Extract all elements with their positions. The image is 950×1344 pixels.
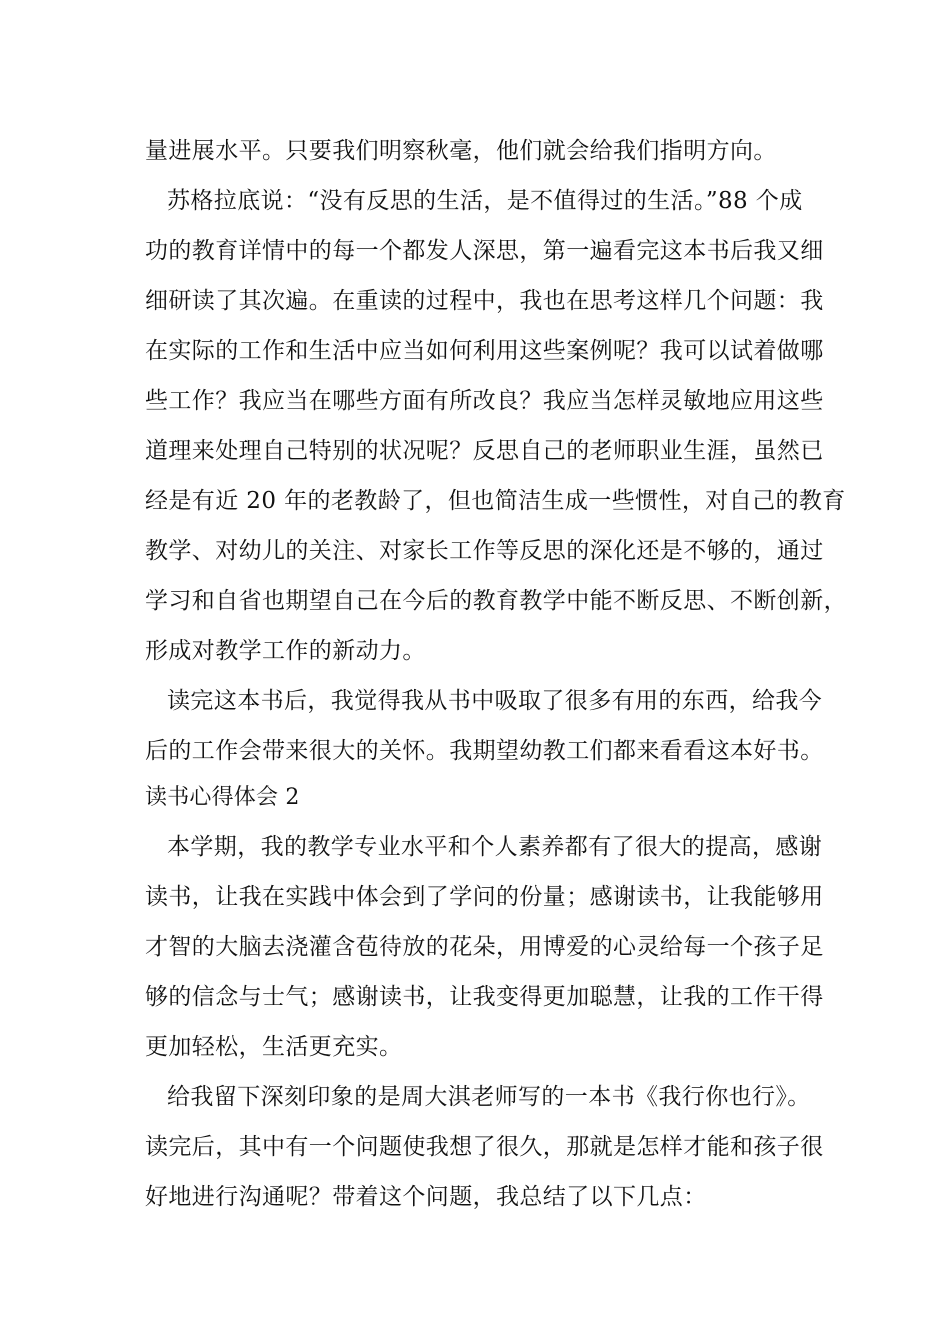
paragraph-line: 量进展水平。只要我们明察秋毫，他们就会给我们指明方向。: [145, 138, 777, 164]
paragraph-line: 才智的大脑去浇灌含苞待放的花朵，用博爱的心灵给每一个孩子足: [145, 934, 824, 960]
paragraph-line: 本学期，我的教学专业水平和个人素养都有了很大的提高，感谢: [167, 834, 823, 860]
paragraph-line: 形成对教学工作的新动力。: [145, 638, 426, 664]
paragraph-line: 更加轻松，生活更充实。: [145, 1034, 403, 1060]
paragraph-line: 经是有近 20 年的老教龄了，但也简洁生成一些惯性，对自己的教育: [145, 488, 846, 514]
paragraph-line: 读完后，其中有一个问题使我想了很久，那就是怎样才能和孩子很: [145, 1134, 824, 1160]
paragraph-line: 给我留下深刻印象的是周大淇老师写的一本书《我行你也行》。: [167, 1084, 811, 1110]
paragraph-line: 道理来处理自己特别的状况呢？反思自己的老师职业生涯，虽然已: [145, 438, 824, 464]
paragraph-line: 些工作？我应当在哪些方面有所改良？我应当怎样灵敏地应用这些: [145, 388, 824, 414]
paragraph-line: 教学、对幼儿的关注、对家长工作等反思的深化还是不够的，通过: [145, 538, 824, 564]
paragraph-line: 好地进行沟通呢？带着这个问题，我总结了以下几点：: [145, 1184, 707, 1210]
paragraph-line: 读书，让我在实践中体会到了学问的份量；感谢读书，让我能够用: [145, 884, 824, 910]
section-heading: 读书心得体会 2: [145, 785, 300, 810]
paragraph-line: 苏格拉底说：“没有反思的生活，是不值得过的生活。”88 个成: [167, 188, 803, 214]
paragraph-line: 读完这本书后，我觉得我从书中吸取了很多有用的东西，给我今: [167, 688, 823, 714]
paragraph-line: 够的信念与士气；感谢读书，让我变得更加聪慧，让我的工作干得: [145, 984, 824, 1010]
paragraph-line: 学习和自省也期望自己在今后的教育教学中能不断反思、不断创新，: [145, 588, 847, 614]
paragraph-line: 功的教育详情中的每一个都发人深思，第一遍看完这本书后我又细: [145, 238, 824, 264]
paragraph-line: 在实际的工作和生活中应当如何利用这些案例呢？我可以试着做哪: [145, 338, 824, 364]
paragraph-line: 细研读了其次遍。在重读的过程中，我也在思考这样几个问题：我: [145, 288, 824, 314]
paragraph-line: 后的工作会带来很大的关怀。我期望幼教工们都来看看这本好书。: [145, 738, 824, 764]
